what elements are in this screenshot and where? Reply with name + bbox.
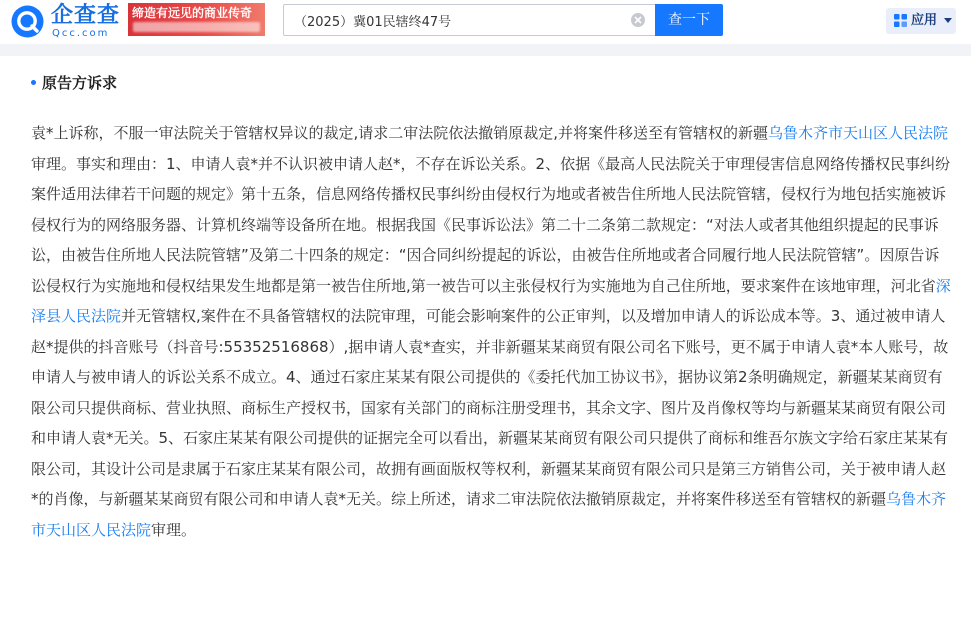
claim-text-segment: 并无管辖权,案件在不具备管辖权的法院审理，可能会影响案件的公正审判，以及增加申请人的诉讼成本等。3、通过被申请人赵*提供的抖音账号（抖音号:55352516868）,据申请人袁*查实，并非新疆某某商贸有限公司名下账号，更不属于申请人袁*本人账号，故申请人与被申请人的诉讼关系不成立。4、通过石家庄某某有限公司提供的《委托代加工协议书》，据协议第2条明确规定，新疆某某商贸有限公司只提供商标、营业执照、商标生产授权书，国家有关部门的商标注册受理书，其余文字、图片及肖像权等均与新疆某某商贸有限公司和申请人袁*无关。5、石家庄某某有限公司提供的证据完全可以看出，新疆某某商贸有限公司只提供了商标和维吾尔族文字给石家庄某某有限公司，其设计公司是隶属于石家庄某某有限公司，故拥有画面版权等权利，新疆某某商贸有限公司只是第三方销售公司，关于被申请人赵*的肖像，与新疆某某商贸有限公司和申请人袁*无关。综上所述，请求二审法院依法撤销原裁定，并将案件移送至有管辖权的新疆 — [31, 307, 949, 508]
banner-blurred-line — [133, 22, 260, 32]
plaintiff-claims-text — [31, 118, 952, 545]
search-input[interactable] — [294, 5, 624, 35]
logo-mark-icon — [11, 5, 44, 38]
bullet-dot-icon — [31, 80, 36, 85]
logo-domain: Qcc.com — [52, 28, 110, 39]
header-divider — [0, 44, 971, 56]
chevron-down-icon — [944, 18, 952, 23]
court-link[interactable]: 深泽县人民法院 — [31, 276, 951, 325]
apps-menu-label: 应用 — [911, 13, 938, 28]
claim-text-segment: 审理。 — [151, 520, 197, 539]
site-logo[interactable] — [11, 3, 126, 41]
top-header — [0, 0, 971, 44]
logo-name: 企查查 — [51, 3, 121, 28]
claim-text-segment: 袁*上诉称，不服一审法院关于管辖权异议的裁定,请求二审法院依法撤销原裁定,并将案件移送至有管辖权的新疆 — [31, 124, 769, 142]
court-link[interactable]: 乌鲁木齐市天山区人民法院 — [31, 490, 947, 539]
banner-tagline: 缔造有远见的商业传奇 — [132, 6, 253, 20]
court-link[interactable]: 乌鲁木齐市天山区人民法院 — [768, 124, 949, 142]
promo-banner[interactable] — [128, 3, 265, 36]
search-box — [283, 4, 655, 36]
grid-icon — [894, 14, 907, 27]
section-title: 原告方诉求 — [42, 74, 118, 92]
clear-search-icon[interactable] — [631, 13, 645, 27]
search-button[interactable]: 查一下 — [655, 4, 723, 36]
apps-menu-button[interactable] — [886, 8, 956, 34]
claim-text-segment: 审理。事实和理由：1、申请人袁*并不认识被申请人赵*，不存在诉讼关系。2、依据《最高人民法院关于审理侵害信息网络传播权民事纠纷案件适用法律若干问题的规定》第十五条，信息网络传播权民事纠纷由侵权行为地或者被告住所地人民法院管辖，侵权行为地包括实施被诉侵权行为的网络服务器、计算机终端等设备所在地。根据我国《民事诉讼法》第二十二条第二款规定：“对法人或者其他组织提起的民事诉讼，由被告住所地人民法院管辖”及第二十四条的规定：“因合同纠纷提起的诉讼，由被告住所地或者合同履行地人民法院管辖”。因原告诉讼侵权行为实施地和侵权结果发生地都是第一被告住所地,第一被告可以主张侵权行为实施地为自己住所地，要求案件在该地审理，河北省 — [31, 154, 951, 295]
